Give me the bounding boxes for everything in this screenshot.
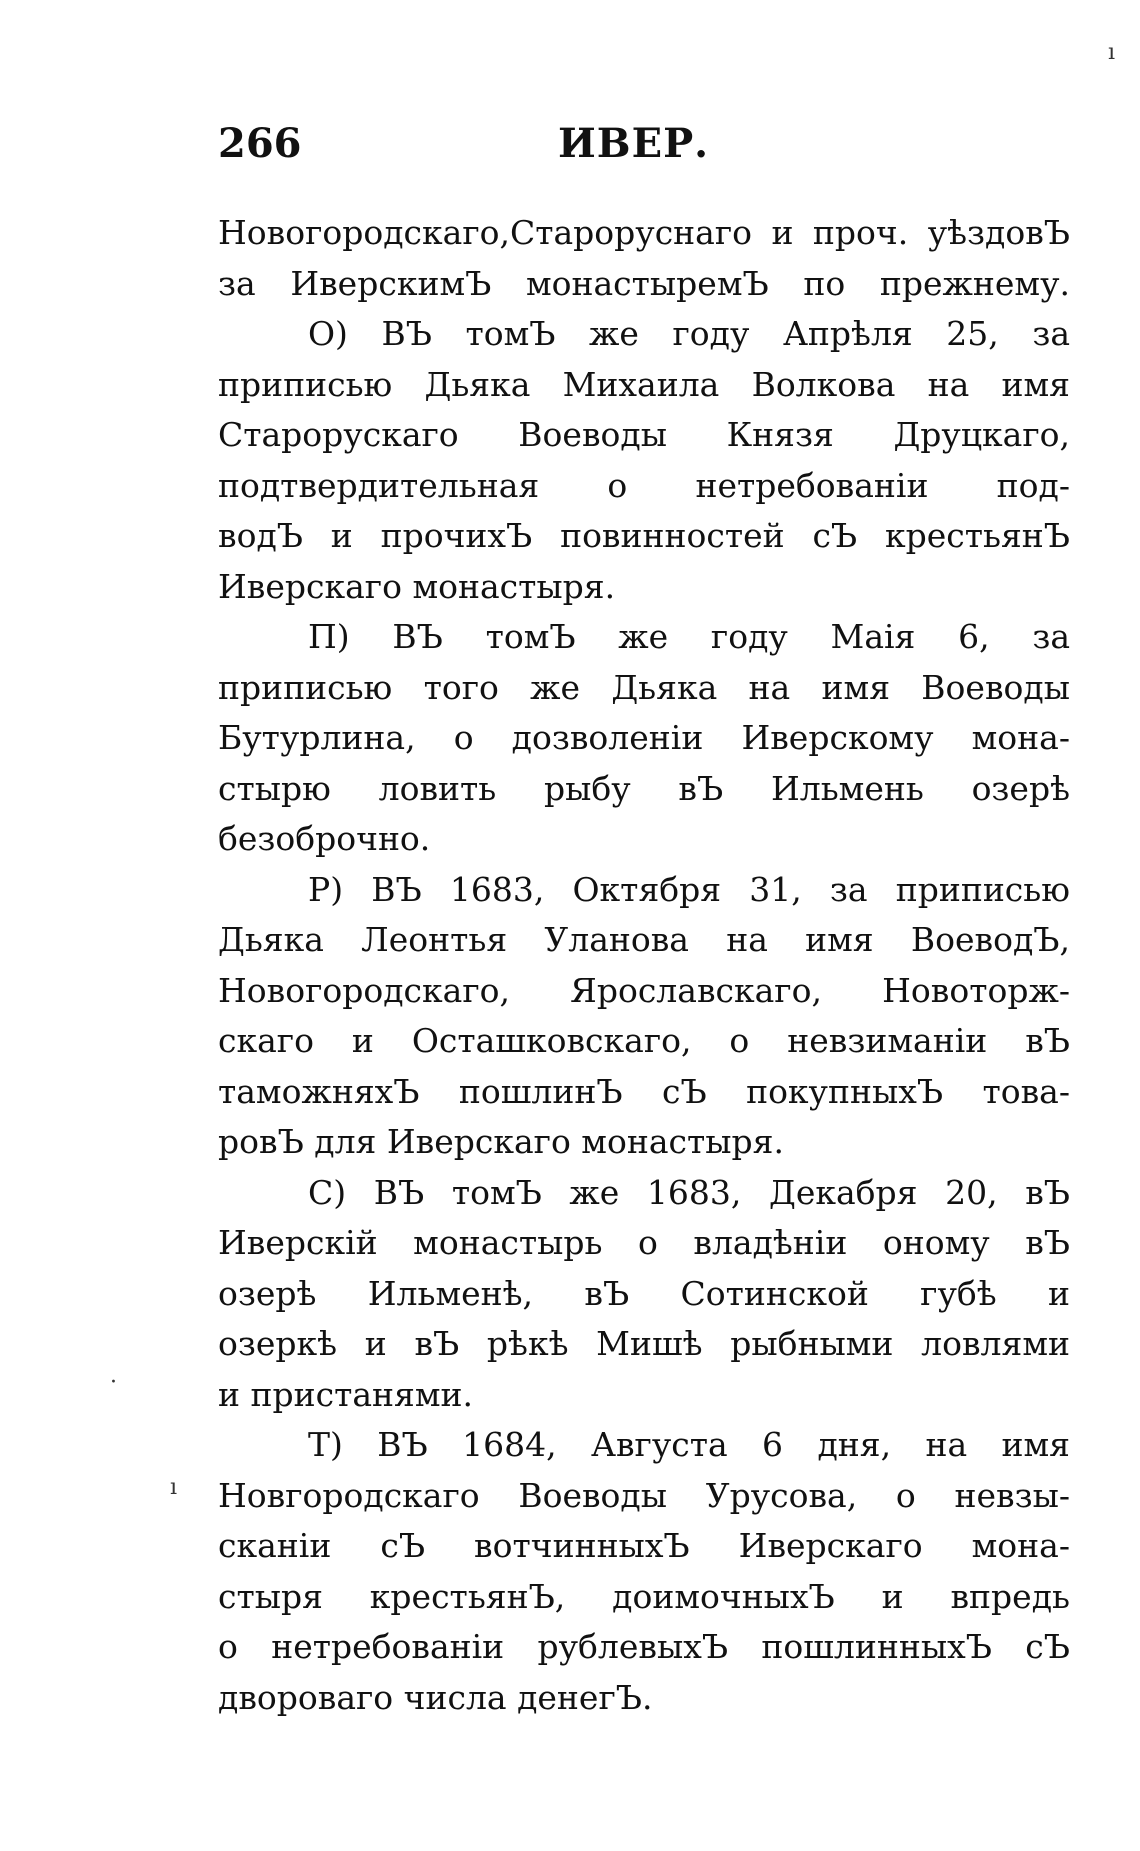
text-line: ровЪ для Иверскаго монастыря.	[218, 1122, 784, 1161]
body-text	[218, 208, 1070, 1723]
text-line: таможняхЪ пошлинЪ сЪ покупныхЪ това-	[218, 1071, 1070, 1111]
scan-speck: ·	[110, 1370, 117, 1395]
page-number: 266	[218, 120, 302, 167]
text-line: двороваго числа денегЪ.	[218, 1677, 653, 1717]
text-line: Новгородскаго Воеводы Урусова, о невзы-	[218, 1475, 1070, 1515]
scan-speck: ı	[170, 1475, 178, 1500]
text-line: Иверскаго монастыря.	[218, 566, 616, 606]
text-line: о нетребованіи рублевыхЪ пошлинныхЪ сЪ	[218, 1627, 1070, 1666]
paragraph-p-start: П) ВЪ томЪ же году Маія 6, за	[308, 617, 1070, 656]
text-line: сканіи сЪ вотчинныхЪ Иверскаго мона-	[218, 1526, 1070, 1565]
paragraph-r-start: Р) ВЪ 1683, Октября 31, за приписью	[308, 869, 1070, 909]
text-line: озеркѣ и вЪ рѣкѣ Мишѣ рыбными ловлями	[218, 1324, 1070, 1363]
text-line: подтвердительная о нетребованіи под-	[218, 465, 1070, 505]
text-line: озерѣ Ильменѣ, вЪ Сотинской губѣ и	[218, 1273, 1070, 1313]
paragraph-s-start: С) ВЪ томЪ же 1683, Декабря 20, вЪ	[308, 1172, 1070, 1212]
page-header	[218, 120, 1070, 180]
paragraph-t-start: Т) ВЪ 1684, Августа 6 дня, на имя	[308, 1425, 1070, 1464]
text-line: приписью Дьяка Михаила Волкова на имя	[218, 364, 1070, 404]
running-head: ИВЕР.	[558, 120, 710, 167]
scan-speck: ı	[1108, 40, 1116, 65]
text-line: безоброчно.	[218, 819, 431, 858]
text-line: стыря крестьянЪ, доимочныхЪ и впредь	[218, 1576, 1070, 1616]
text-line: Иверскій монастырь о владѣніи оному вЪ	[218, 1223, 1070, 1262]
text-line: Бутурлина, о дозволеніи Иверскому мона-	[218, 718, 1070, 757]
text-line: Дьяка Леонтья Уланова на имя ВоеводЪ,	[218, 920, 1070, 959]
text-line: Старорускаго Воеводы Князя Друцкаго,	[218, 415, 1070, 454]
text-line: Новогородскаго, Ярославскаго, Новоторж-	[218, 970, 1070, 1010]
text-line: приписью того же Дьяка на имя Воеводы	[218, 667, 1070, 707]
text-line: скаго и Осташковскаго, о невзиманіи вЪ	[218, 1021, 1070, 1060]
text-line: Новогородскаго,Староруснаго и проч. уѣздовЪ	[218, 213, 1070, 252]
text-line: и пристанями.	[218, 1374, 473, 1414]
text-line: стырю ловить рыбу вЪ Ильмень озерѣ	[218, 768, 1070, 808]
text-line: за ИверскимЪ монастыремЪ по прежнему.	[218, 263, 1070, 303]
text-line: водЪ и прочихЪ повинностей сЪ крестьянЪ	[218, 516, 1070, 555]
paragraph-o-start: О) ВЪ томЪ же году Апрѣля 25, за	[308, 314, 1070, 353]
